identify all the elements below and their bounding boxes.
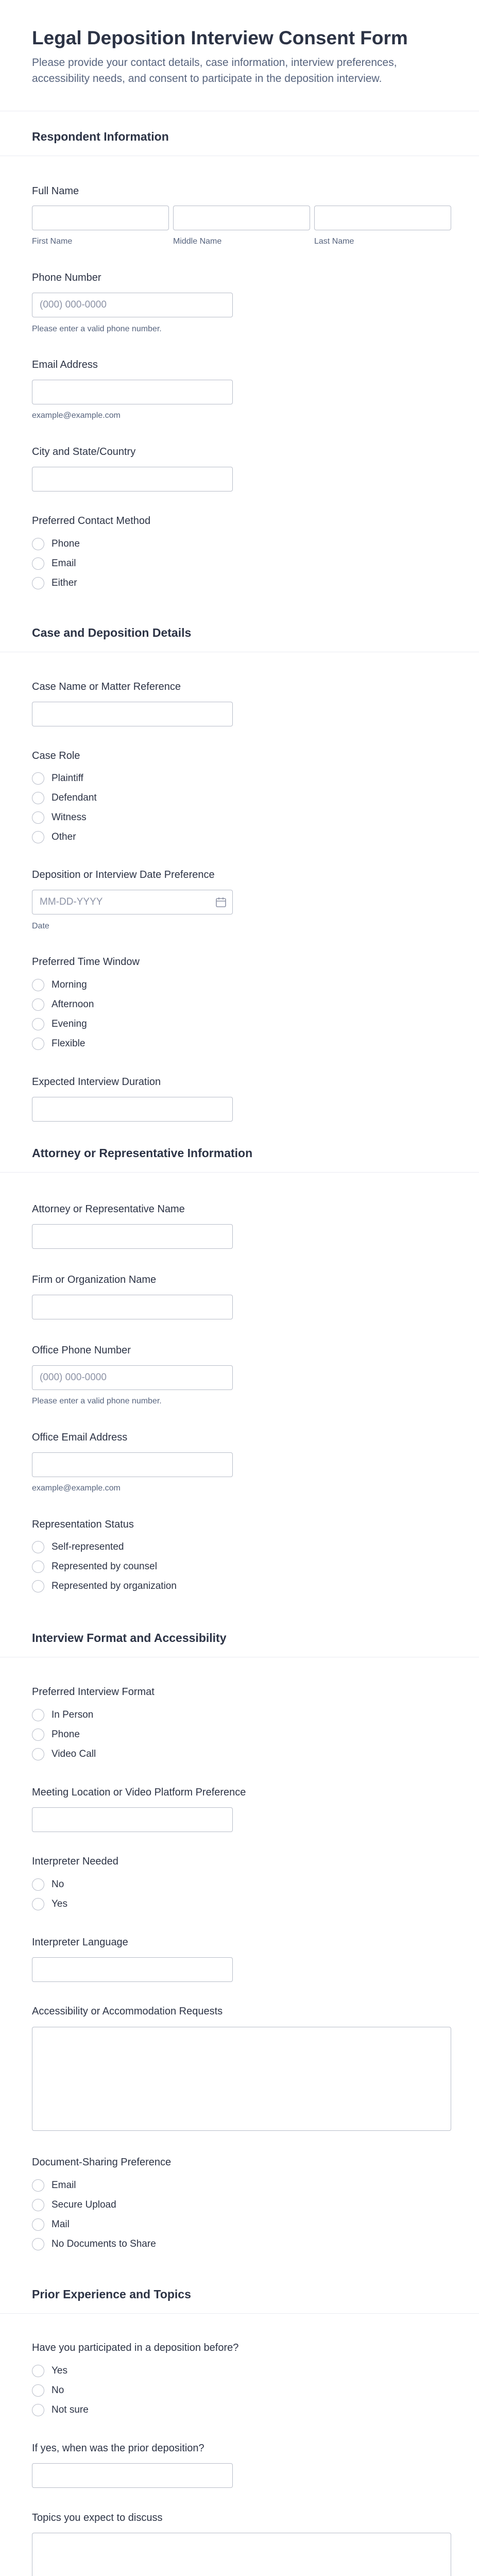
- interview-format-label: Preferred Interview Format: [32, 1686, 155, 1698]
- radio-label: Represented by counsel: [52, 1561, 157, 1572]
- radio-option[interactable]: [32, 1560, 157, 1574]
- radio-label: Yes: [52, 2365, 67, 2376]
- interpreter-label: Interpreter Needed: [32, 1856, 118, 1867]
- radio-label: Mail: [52, 2219, 70, 2230]
- office-phone-hint: Please enter a valid phone number.: [32, 1397, 162, 1405]
- radio-option[interactable]: [32, 576, 77, 590]
- location-label: Meeting Location or Video Platform Preference: [32, 1787, 246, 1798]
- radio-label: Witness: [52, 812, 87, 823]
- radio-circle[interactable]: [32, 1561, 44, 1573]
- radio-circle[interactable]: [32, 1878, 44, 1891]
- section-title: Respondent Information: [32, 130, 169, 143]
- radio-circle[interactable]: [32, 772, 44, 785]
- date-input[interactable]: [32, 890, 233, 914]
- radio-label: Plaintiff: [52, 773, 83, 784]
- location-input[interactable]: [32, 1807, 233, 1832]
- radio-option[interactable]: [32, 1037, 85, 1051]
- firm-input[interactable]: [32, 1295, 233, 1319]
- contact-method-label: Preferred Contact Method: [32, 515, 151, 527]
- case-name-input[interactable]: [32, 702, 233, 726]
- city-label: City and State/Country: [32, 446, 136, 457]
- radio-circle[interactable]: [32, 1038, 44, 1050]
- last-name-input[interactable]: [314, 206, 451, 230]
- radio-label: Phone: [52, 1729, 80, 1740]
- form-header: [0, 0, 479, 111]
- email-input[interactable]: [32, 380, 233, 404]
- section-attorney: [0, 1136, 479, 1173]
- calendar-icon[interactable]: [215, 896, 227, 908]
- radio-label: Self-represented: [52, 1541, 124, 1552]
- rep-status-label: Representation Status: [32, 1519, 134, 1530]
- radio-circle[interactable]: [32, 2218, 44, 2231]
- middle-name-sublabel: Middle Name: [173, 237, 222, 246]
- radio-option[interactable]: [32, 791, 97, 805]
- section-format: [0, 1621, 479, 1657]
- date-hint: Date: [32, 922, 49, 930]
- radio-label: Either: [52, 578, 77, 588]
- radio-option[interactable]: [32, 978, 87, 992]
- city-input[interactable]: [32, 467, 233, 492]
- radio-label: Email: [52, 558, 76, 569]
- first-name-sublabel: First Name: [32, 237, 73, 246]
- radio-circle[interactable]: [32, 1898, 44, 1910]
- radio-label: Morning: [52, 979, 87, 990]
- section-respondent: [0, 120, 479, 156]
- radio-circle[interactable]: [32, 2238, 44, 2250]
- radio-option[interactable]: [32, 1747, 96, 1761]
- last-name-sublabel: Last Name: [314, 237, 354, 246]
- middle-name-input[interactable]: [173, 206, 310, 230]
- firm-label: Firm or Organization Name: [32, 1274, 157, 1285]
- radio-option[interactable]: [32, 1708, 93, 1722]
- radio-label: Defendant: [52, 792, 97, 803]
- section-title: Prior Experience and Topics: [32, 2287, 191, 2301]
- radio-label: No: [52, 1879, 64, 1890]
- radio-circle[interactable]: [32, 1728, 44, 1741]
- radio-label: Secure Upload: [52, 2199, 116, 2210]
- form-title: Legal Deposition Interview Consent Form: [32, 27, 408, 48]
- email-label: Email Address: [32, 359, 98, 370]
- language-input[interactable]: [32, 1957, 233, 1982]
- section-title: Attorney or Representative Information: [32, 1146, 253, 1160]
- section-case: [0, 616, 479, 652]
- case-role-label: Case Role: [32, 750, 80, 761]
- radio-option[interactable]: [32, 830, 76, 844]
- office-email-input[interactable]: [32, 1452, 233, 1477]
- radio-option[interactable]: [32, 2178, 76, 2193]
- duration-label: Expected Interview Duration: [32, 1076, 161, 1088]
- radio-circle[interactable]: [32, 998, 44, 1011]
- phone-hint: Please enter a valid phone number.: [32, 325, 162, 333]
- office-phone-input[interactable]: [32, 1365, 233, 1390]
- radio-option[interactable]: [32, 2237, 156, 2251]
- radio-option[interactable]: [32, 810, 87, 825]
- attorney-name-input[interactable]: [32, 1224, 233, 1249]
- radio-label: Evening: [52, 1019, 87, 1029]
- radio-label: Flexible: [52, 1038, 85, 1049]
- radio-option[interactable]: [32, 1727, 80, 1742]
- radio-circle[interactable]: [32, 2199, 44, 2211]
- radio-label: In Person: [52, 1709, 94, 1720]
- radio-circle[interactable]: [32, 1709, 44, 1721]
- duration-input[interactable]: [32, 1097, 233, 1122]
- section-experience: [0, 2277, 479, 2314]
- form-description: Please provide your contact details, case information, interview preferences, accessibility needs, and consent to participate in the deposition interview.: [32, 57, 397, 84]
- language-label: Interpreter Language: [32, 1937, 128, 1948]
- radio-option[interactable]: [32, 1897, 67, 1911]
- radio-label: Afternoon: [52, 999, 94, 1010]
- time-window-label: Preferred Time Window: [32, 956, 140, 968]
- radio-circle[interactable]: [32, 979, 44, 991]
- case-name-label: Case Name or Matter Reference: [32, 681, 181, 692]
- radio-circle[interactable]: [32, 1748, 44, 1760]
- radio-label: Email: [52, 2180, 76, 2191]
- radio-option[interactable]: [32, 997, 94, 1012]
- office-email-hint: example@example.com: [32, 1484, 121, 1493]
- radio-circle[interactable]: [32, 2365, 44, 2377]
- radio-option[interactable]: [32, 2217, 70, 2232]
- office-email-label: Office Email Address: [32, 1432, 128, 1443]
- section-title: Interview Format and Accessibility: [32, 1631, 227, 1645]
- radio-option[interactable]: [32, 1579, 177, 1594]
- radio-label: No Documents to Share: [52, 2239, 156, 2249]
- topics-label: Topics you expect to discuss: [32, 2512, 163, 2523]
- radio-circle[interactable]: [32, 538, 44, 550]
- radio-circle[interactable]: [32, 2384, 44, 2397]
- radio-label: Video Call: [52, 1749, 96, 1759]
- radio-circle[interactable]: [32, 792, 44, 804]
- first-name-input[interactable]: [32, 206, 169, 230]
- date-pref-label: Deposition or Interview Date Preference: [32, 869, 215, 880]
- radio-circle[interactable]: [32, 2404, 44, 2416]
- radio-label: No: [52, 2385, 64, 2396]
- radio-circle[interactable]: [32, 1541, 44, 1553]
- radio-label: Other: [52, 832, 76, 842]
- radio-label: Phone: [52, 538, 80, 549]
- radio-option[interactable]: [32, 556, 76, 571]
- attorney-name-label: Attorney or Representative Name: [32, 1204, 185, 1215]
- radio-label: Yes: [52, 1899, 67, 1909]
- full-name-label: Full Name: [32, 185, 79, 197]
- radio-option[interactable]: [32, 2364, 67, 2378]
- radio-circle[interactable]: [32, 1018, 44, 1030]
- email-hint: example@example.com: [32, 411, 121, 420]
- topics-textarea[interactable]: [32, 2533, 451, 2576]
- radio-circle[interactable]: [32, 2179, 44, 2192]
- radio-option[interactable]: [32, 2403, 89, 2417]
- radio-option[interactable]: [32, 1877, 64, 1892]
- radio-circle[interactable]: [32, 577, 44, 589]
- office-phone-label: Office Phone Number: [32, 1345, 131, 1356]
- radio-label: Not sure: [52, 2404, 89, 2415]
- radio-circle[interactable]: [32, 557, 44, 570]
- radio-circle[interactable]: [32, 831, 44, 843]
- radio-option[interactable]: [32, 2198, 116, 2212]
- radio-label: Represented by organization: [52, 1581, 177, 1591]
- accessibility-textarea[interactable]: [32, 2027, 451, 2131]
- radio-option[interactable]: [32, 771, 83, 786]
- section-title: Case and Deposition Details: [32, 626, 192, 639]
- prior-when-input[interactable]: [32, 2463, 233, 2488]
- accessibility-label: Accessibility or Accommodation Requests: [32, 2006, 223, 2017]
- doc-share-label: Document-Sharing Preference: [32, 2157, 172, 2168]
- phone-input[interactable]: [32, 293, 233, 317]
- radio-circle[interactable]: [32, 811, 44, 824]
- phone-label: Phone Number: [32, 272, 101, 283]
- radio-option[interactable]: [32, 1540, 124, 1554]
- radio-option[interactable]: [32, 2383, 64, 2398]
- radio-circle[interactable]: [32, 1580, 44, 1592]
- radio-option[interactable]: [32, 537, 80, 551]
- prior-label: Have you participated in a deposition before?: [32, 2342, 239, 2353]
- prior-when-label: If yes, when was the prior deposition?: [32, 2443, 204, 2454]
- radio-option[interactable]: [32, 1017, 87, 1031]
